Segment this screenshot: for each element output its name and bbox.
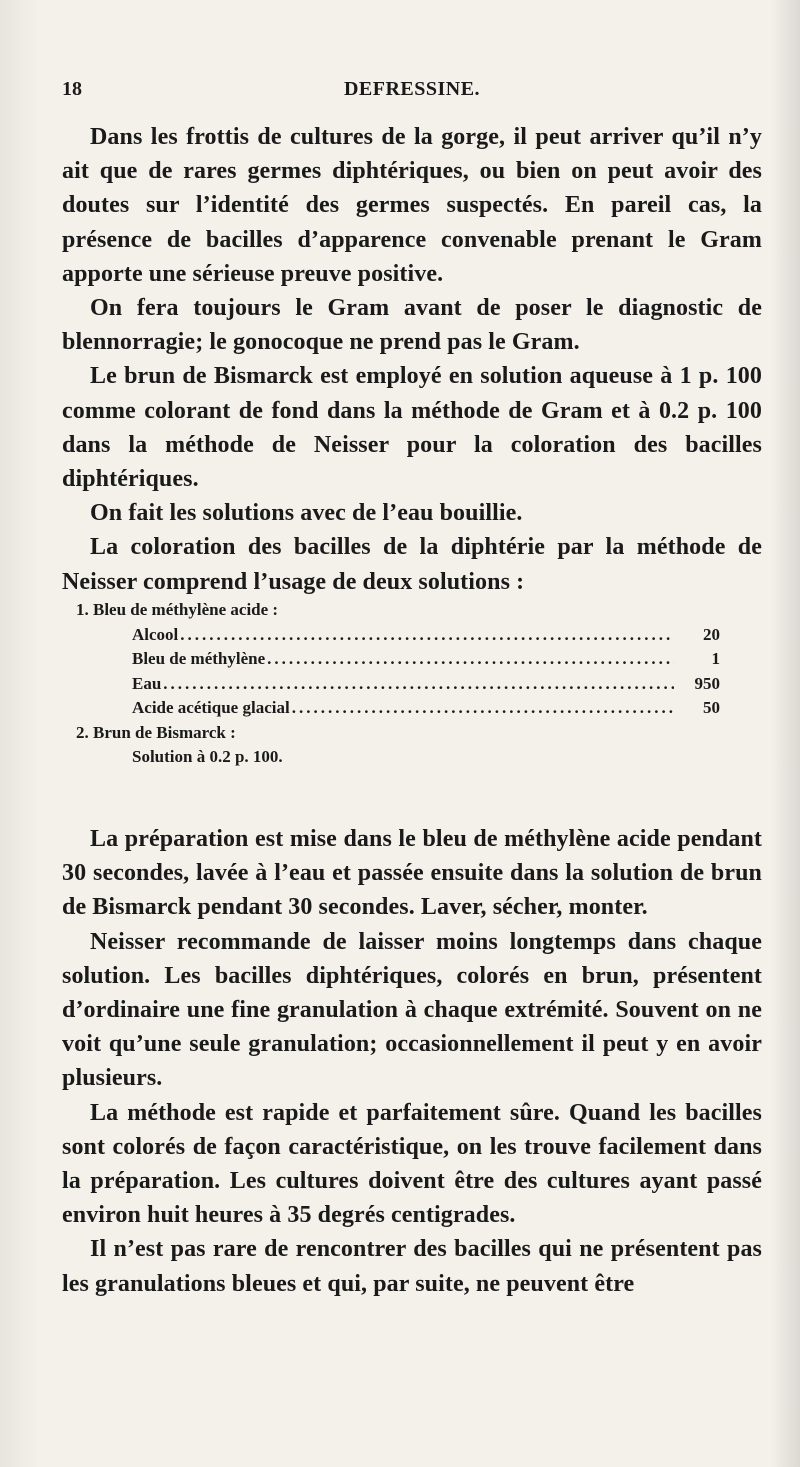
body-text-bottom bbox=[62, 822, 762, 1301]
page-header bbox=[62, 78, 762, 108]
paragraph: La méthode est rapide et parfaitement sûre. Quand les bacilles sont colorés de façon caractéristique, on les trouve facilement dans la préparation. Les cultures doivent être des cultures ayant passé environ huit heures à 35 degrés centigrades. bbox=[62, 1099, 762, 1229]
leader-dots bbox=[267, 647, 674, 672]
paragraph: On fera toujours le Gram avant de poser le diagnostic de blennorragie; le gonocoque ne prend pas le Gram. bbox=[62, 295, 762, 356]
ingredient-row bbox=[76, 672, 720, 697]
ingredient-value: 50 bbox=[703, 698, 720, 717]
paragraph: La préparation est mise dans le bleu de méthylène acide pendant 30 secondes, lavée à l’eau et passée ensuite dans la solution de brun de Bismarck pendant 30 secondes. Laver, sécher, monter. bbox=[62, 826, 762, 921]
paragraph: Dans les frottis de cultures de la gorge, il peut arriver qu’il n’y ait que de rares germes diphtériques, ou bien on peut avoir des doutes sur l’identité des germes suspectés. En pareil cas, la présence de bacilles d’apparence convenable prenant le Gram apporte une sérieuse preuve positive. bbox=[62, 124, 762, 287]
ingredient-name: Alcool bbox=[132, 624, 179, 644]
solution-1-title: 1. Bleu de méthylène acide : bbox=[76, 600, 279, 619]
page-number: 18 bbox=[62, 78, 82, 100]
ingredient-name: Acide acétique glacial bbox=[132, 698, 290, 717]
ingredient-value: 950 bbox=[694, 673, 720, 693]
ingredient-name: Eau bbox=[132, 673, 162, 693]
solution-2-title: 2. Brun de Bismarck : bbox=[76, 722, 236, 742]
ingredient-row bbox=[76, 647, 720, 672]
ingredient-row bbox=[76, 623, 720, 648]
paragraph: La coloration des bacilles de la diphtérie par la méthode de Neisser comprend l’usage de deux solutions : bbox=[62, 534, 762, 595]
solution-2-detail: Solution à 0.2 p. 100. bbox=[132, 747, 283, 766]
paragraph: On fait les solutions avec de l’eau bouillie. bbox=[90, 500, 523, 527]
formula-block bbox=[76, 598, 720, 770]
ingredient-value: 1 bbox=[711, 649, 720, 668]
ingredient-value: 20 bbox=[703, 624, 720, 644]
running-title: DEFRESSINE. bbox=[343, 78, 481, 100]
leader-dots bbox=[180, 623, 674, 648]
leader-dots bbox=[163, 672, 674, 697]
ingredient-name: Bleu de méthylène bbox=[132, 649, 266, 668]
paragraph: Neisser recommande de laisser moins longtemps dans chaque solution. Les bacilles diphtériques, colorés en brun, présentent d’ordinaire une fine granulation à chaque extrémité. Souvent on ne voit qu’une seule granulation; occasionnellement il peut y en avoir plusieurs. bbox=[62, 928, 762, 1092]
body-text-top bbox=[62, 120, 762, 599]
paragraph: Le brun de Bismarck est employé en solution aqueuse à 1 p. 100 comme colorant de fond dans la méthode de Gram et à 0.2 p. 100 dans la méthode de Neisser pour la coloration des bacilles diphtériques. bbox=[62, 363, 762, 493]
leader-dots bbox=[292, 696, 674, 721]
paragraph: Il n’est pas rare de rencontrer des bacilles qui ne présentent pas les granulations bleues et qui, par suite, ne peuvent être bbox=[62, 1236, 762, 1297]
ingredient-row bbox=[76, 696, 720, 721]
